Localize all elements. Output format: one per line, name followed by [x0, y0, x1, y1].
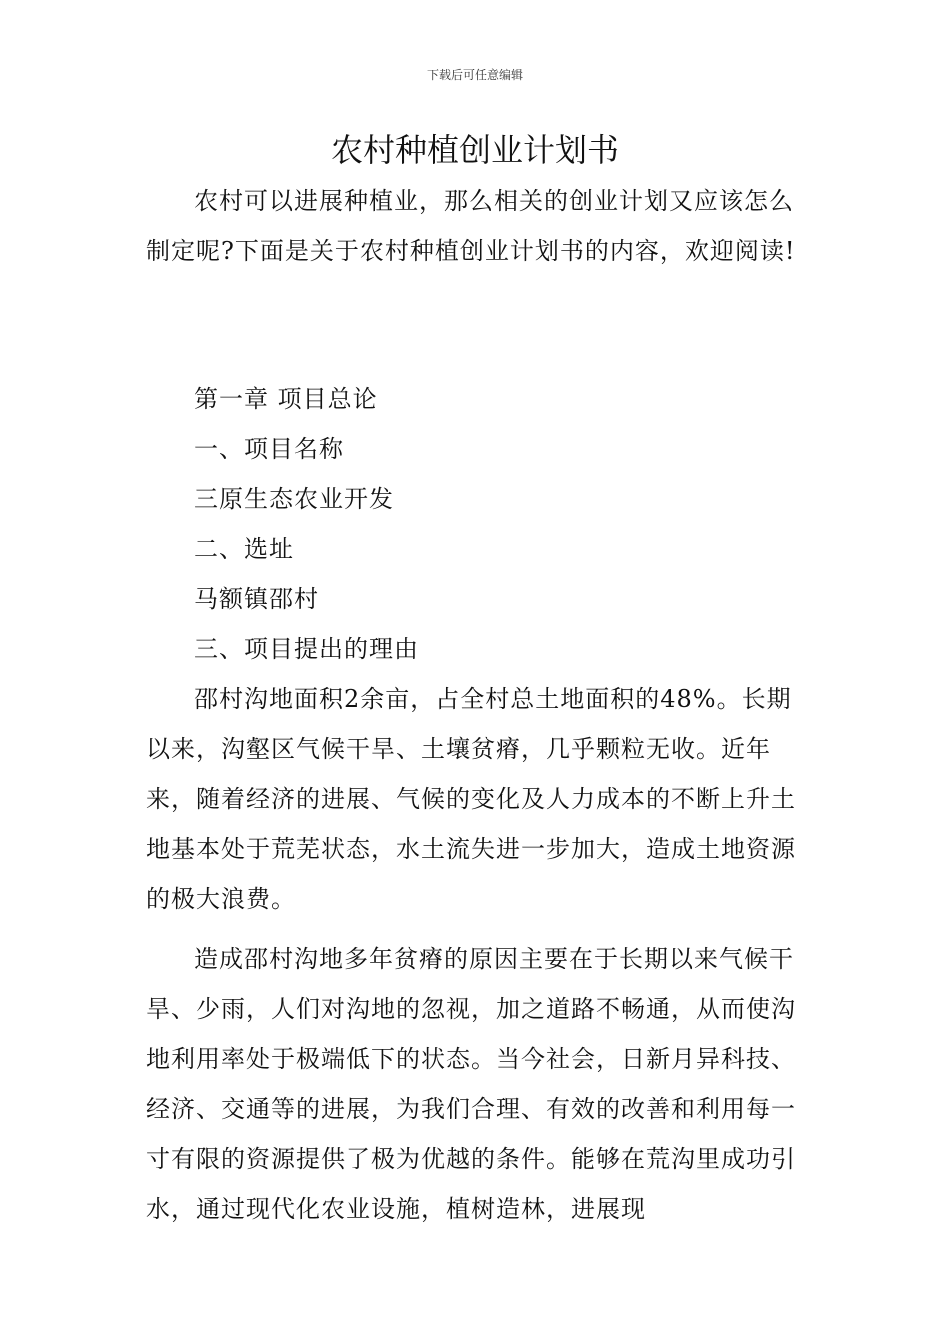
section1-value: 三原生态农业开发: [194, 485, 394, 513]
reason-paragraph-1: 邵村沟地面积2余亩，占全村总土地面积的48%。长期以来，沟壑区气候干旱、土壤贫瘠，几乎颗粒无收。近年来，随着经济的进展、气候的变化及人力成本的不断上升土地基本处于荒芜状态，水土流失进一步加大，造成土地资源的极大浪费。: [146, 685, 796, 913]
section3-heading: 三、项目提出的理由: [194, 635, 419, 663]
reason-paragraph-2: 造成邵村沟地多年贫瘠的原因主要在于长期以来气候干旱、少雨，人们对沟地的忽视，加之道路不畅通，从而使沟地利用率处于极端低下的状态。当今社会，日新月异科技、经济、交通等的进展，为我们合理、有效的改善和利用每一寸有限的资源提供了极为优越的条件。能够在荒沟里成功引水，通过现代化农业设施，植树造林，进展现: [146, 945, 796, 1223]
intro-block: [146, 176, 808, 276]
section1-heading: 一、项目名称: [194, 435, 344, 463]
header-note: 下载后可任意编辑: [426, 68, 523, 82]
section2-heading: 二、选址: [194, 535, 294, 563]
outline-block: [146, 374, 808, 1234]
section2-value: 马额镇邵村: [194, 585, 319, 613]
intro-paragraph: 农村可以进展种植业，那么相关的创业计划又应该怎么制定呢?下面是关于农村种植创业计划书的内容，欢迎阅读!: [146, 187, 796, 265]
document-title: 农村种植创业计划书: [330, 131, 619, 169]
chapter-heading: 第一章 项目总论: [194, 385, 378, 413]
